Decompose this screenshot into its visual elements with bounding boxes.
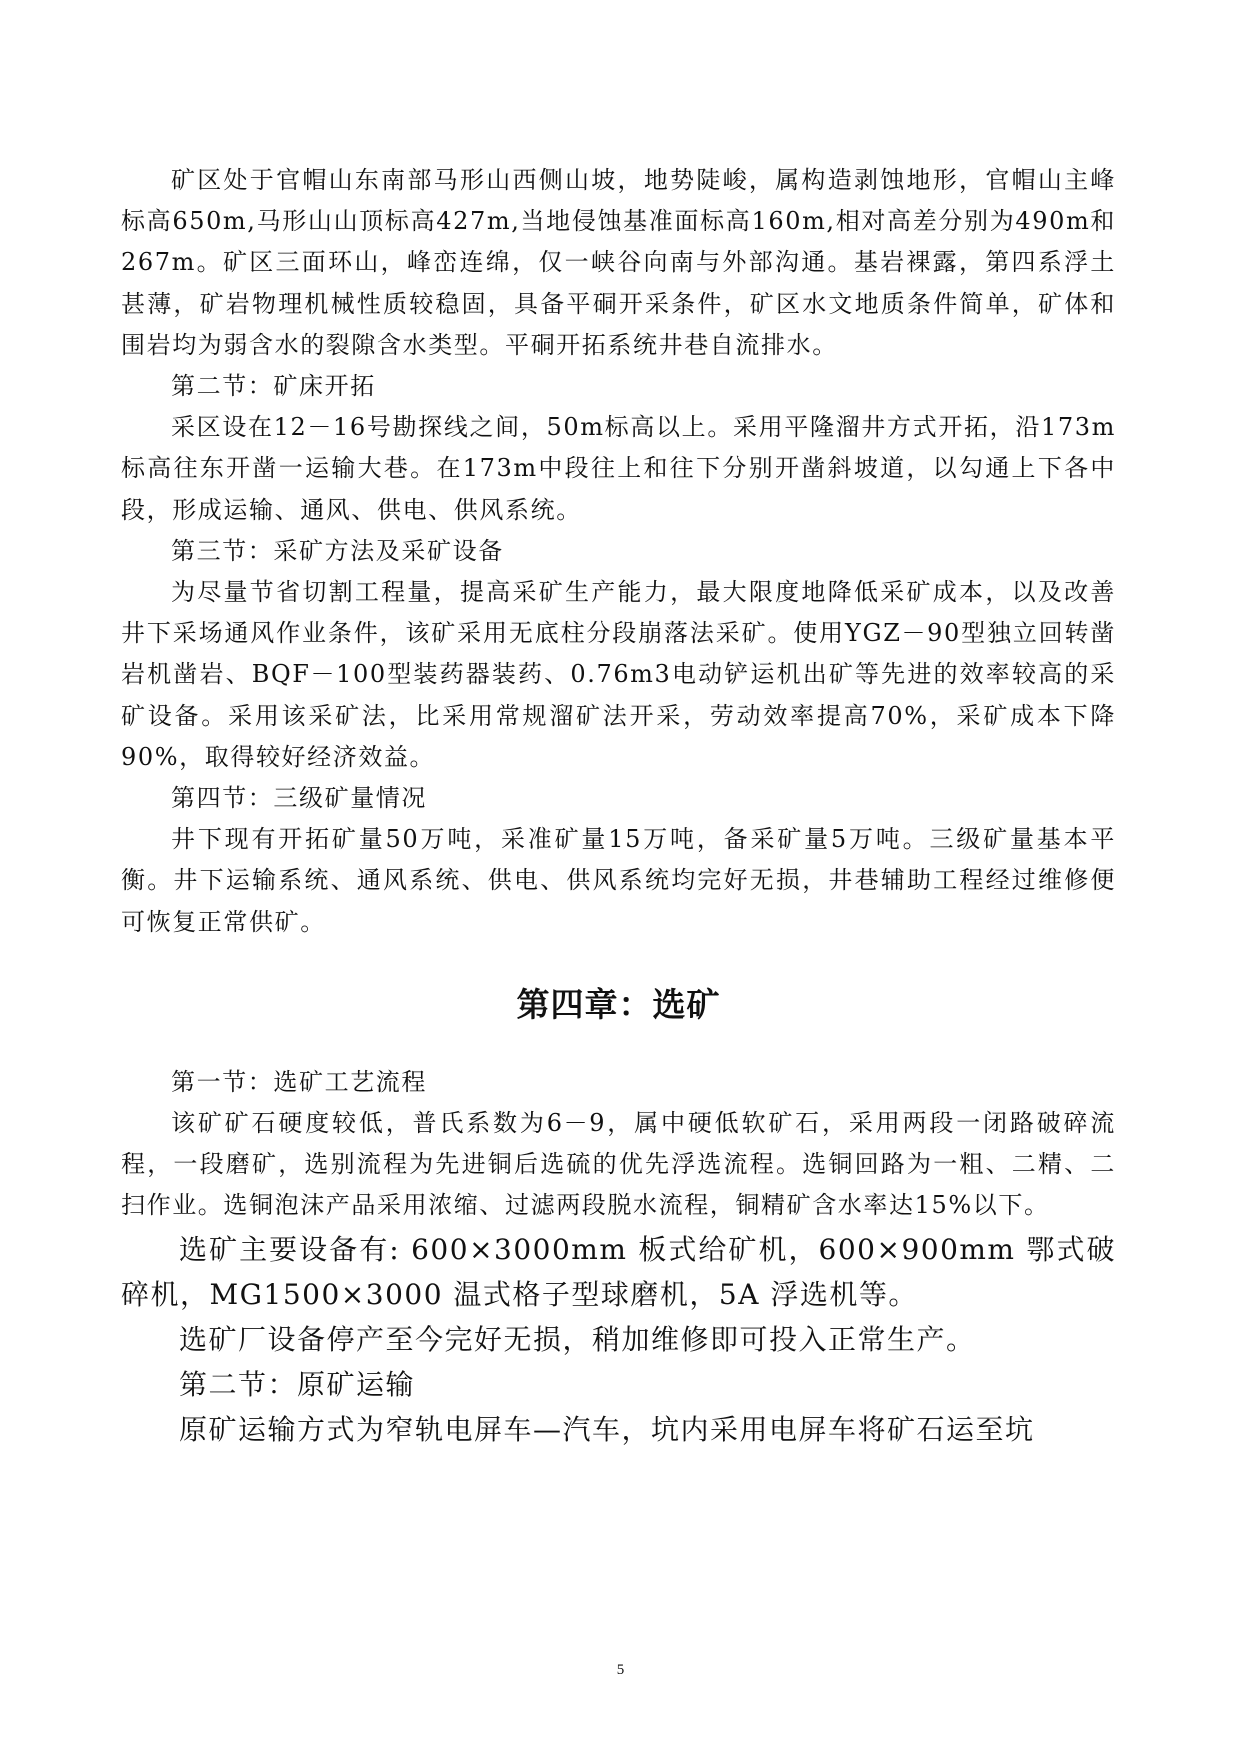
- paragraph-mining-method: 为尽量节省切割工程量，提高采矿生产能力，最大限度地降低采矿成本，以及改善井下采场通风作业条件，该矿采用无底柱分段崩落法采矿。使用YGZ－90型独立回转凿岩机凿岩、BQF－100型装药器装药、0.76m3电动铲运机出矿等先进的效率较高的采矿设备。采用该采矿法，比采用常规溜矿法开采，劳动效率提高70%，采矿成本下降90%，取得较好经济效益。: [121, 578, 1116, 771]
- section-heading-process-flow: 第一节：选矿工艺流程: [171, 1067, 427, 1096]
- section-heading-ore-reserves: 第四节：三级矿量情况: [171, 784, 427, 813]
- paragraph-terrain: 矿区处于官帽山东南部马形山西侧山坡，地势陡峻，属构造剥蚀地形，官帽山主峰标高650m,马形山山顶标高427m,当地侵蚀基准面标高160m,相对高差分别为490m和267m。矿区三面环山，峰峦连绵，仅一峡谷向南与外部沟通。基岩裸露，第四系浮土甚薄，矿岩物理机械性质较稳固，具备平硐开采条件，矿区水文地质条件简单，矿体和围岩均为弱含水的裂隙含水类型。平硐开拓系统井巷自流排水。: [121, 166, 1116, 359]
- chapter-title: 第四章：选矿: [516, 984, 721, 1024]
- page-content: [121, 160, 1116, 1452]
- paragraph-ore-transport: 原矿运输方式为窄轨电屏车—汽车，坑内采用电屏车将矿石运至坑: [179, 1412, 1035, 1446]
- section-heading-development: 第二节：矿床开拓: [171, 372, 376, 401]
- page-number: 5: [616, 1662, 625, 1678]
- paragraph-plant-status: 选矿厂设备停产至今完好无损，稍加维修即可投入正常生产。: [179, 1322, 976, 1356]
- paragraph-main-equipment: 选矿主要设备有: 600×3000mm 板式给矿机，600×900mm 鄂式破碎机，MG1500×3000 温式格子型球磨机，5A 浮选机等。: [121, 1232, 1116, 1311]
- paragraph-ore-reserves: 井下现有开拓矿量50万吨，采准矿量15万吨，备采矿量5万吨。三级矿量基本平衡。井下运输系统、通风系统、供电、供风系统均完好无损，井巷辅助工程经过维修便可恢复正常供矿。: [121, 825, 1116, 936]
- section-heading-ore-transport: 第二节：原矿运输: [179, 1367, 416, 1401]
- paragraph-process-flow: 该矿矿石硬度较低，普氏系数为6－9，属中硬低软矿石，采用两段一闭路破碎流程，一段磨矿，选别流程为先进铜后选硫的优先浮选流程。选铜回路为一粗、二精、二扫作业。选铜泡沫产品采用浓缩、过滤两段脱水流程，铜精矿含水率达15%以下。: [121, 1109, 1116, 1220]
- paragraph-development: 采区设在12－16号勘探线之间，50m标高以上。采用平隆溜井方式开拓，沿173m标高往东开凿一运输大巷。在173m中段往上和往下分别开凿斜坡道，以勾通上下各中段，形成运输、通风、供电、供风系统。: [121, 413, 1116, 524]
- section-heading-mining-method: 第三节：采矿方法及采矿设备: [171, 536, 504, 565]
